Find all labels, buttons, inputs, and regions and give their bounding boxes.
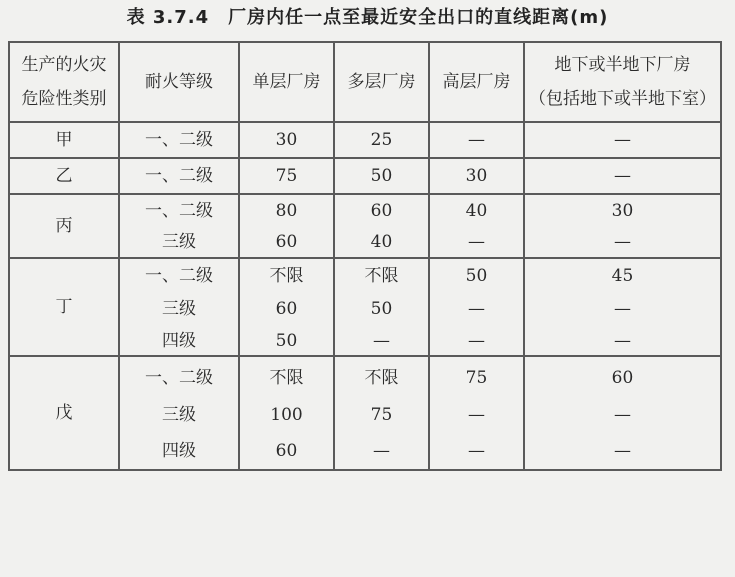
cell-grade: 四级	[119, 326, 239, 356]
cell-category: 丁	[9, 258, 119, 356]
table-row	[9, 356, 721, 398]
cell-basement: —	[524, 158, 721, 194]
header-high: 高层厂房	[429, 42, 524, 122]
cell-multi: 25	[334, 122, 429, 158]
cell-single: 80	[239, 194, 334, 226]
cell-basement: 45	[524, 258, 721, 292]
cell-multi: 不限	[334, 356, 429, 398]
cell-basement: —	[524, 226, 721, 258]
cell-single: 50	[239, 326, 334, 356]
cell-grade: 三级	[119, 398, 239, 432]
cell-single: 60	[239, 432, 334, 470]
header-basement	[524, 42, 721, 122]
cell-high: 40	[429, 194, 524, 226]
cell-multi: —	[334, 432, 429, 470]
cell-grade: 一、二级	[119, 122, 239, 158]
cell-multi: —	[334, 326, 429, 356]
header-category-line-1: 生产的火灾	[21, 55, 107, 75]
cell-multi: 75	[334, 398, 429, 432]
table-header-row	[9, 42, 721, 122]
table-title: 表 3.7.4 厂房内任一点至最近安全出口的直线距离(m)	[126, 7, 609, 28]
table-row	[9, 258, 721, 292]
cell-single: 100	[239, 398, 334, 432]
table-body	[9, 122, 721, 470]
cell-single: 30	[239, 122, 334, 158]
table-row	[9, 194, 721, 226]
cell-grade: 三级	[119, 226, 239, 258]
cell-multi: 不限	[334, 258, 429, 292]
cell-high: —	[429, 122, 524, 158]
cell-single: 不限	[239, 258, 334, 292]
cell-high: —	[429, 432, 524, 470]
cell-basement: —	[524, 432, 721, 470]
header-basement-line-2: （包括地下或半地下室）	[529, 89, 716, 109]
header-category-line-2: 危险性类别	[21, 89, 107, 109]
cell-multi: 40	[334, 226, 429, 258]
cell-grade: 一、二级	[119, 158, 239, 194]
cell-grade: 一、二级	[119, 258, 239, 292]
cell-single: 不限	[239, 356, 334, 398]
cell-high: 30	[429, 158, 524, 194]
header-category	[9, 42, 119, 122]
header-multi: 多层厂房	[334, 42, 429, 122]
table-row	[9, 158, 721, 194]
cell-grade: 四级	[119, 432, 239, 470]
cell-basement: —	[524, 122, 721, 158]
cell-multi: 60	[334, 194, 429, 226]
cell-high: —	[429, 326, 524, 356]
cell-single: 60	[239, 226, 334, 258]
cell-basement: —	[524, 292, 721, 326]
cell-single: 75	[239, 158, 334, 194]
cell-category: 丙	[9, 194, 119, 258]
cell-single: 60	[239, 292, 334, 326]
header-grade: 耐火等级	[119, 42, 239, 122]
cell-high: —	[429, 292, 524, 326]
cell-grade: 三级	[119, 292, 239, 326]
cell-basement: —	[524, 326, 721, 356]
cell-category: 甲	[9, 122, 119, 158]
cell-basement: —	[524, 398, 721, 432]
cell-high: —	[429, 398, 524, 432]
table-row	[9, 122, 721, 158]
cell-basement: 60	[524, 356, 721, 398]
cell-grade: 一、二级	[119, 194, 239, 226]
cell-high: 50	[429, 258, 524, 292]
distance-table	[8, 41, 722, 471]
cell-high: —	[429, 226, 524, 258]
header-single: 单层厂房	[239, 42, 334, 122]
header-basement-line-1: 地下或半地下厂房	[554, 55, 691, 75]
cell-grade: 一、二级	[119, 356, 239, 398]
cell-multi: 50	[334, 292, 429, 326]
cell-category: 乙	[9, 158, 119, 194]
cell-multi: 50	[334, 158, 429, 194]
cell-category: 戊	[9, 356, 119, 470]
cell-basement: 30	[524, 194, 721, 226]
cell-high: 75	[429, 356, 524, 398]
